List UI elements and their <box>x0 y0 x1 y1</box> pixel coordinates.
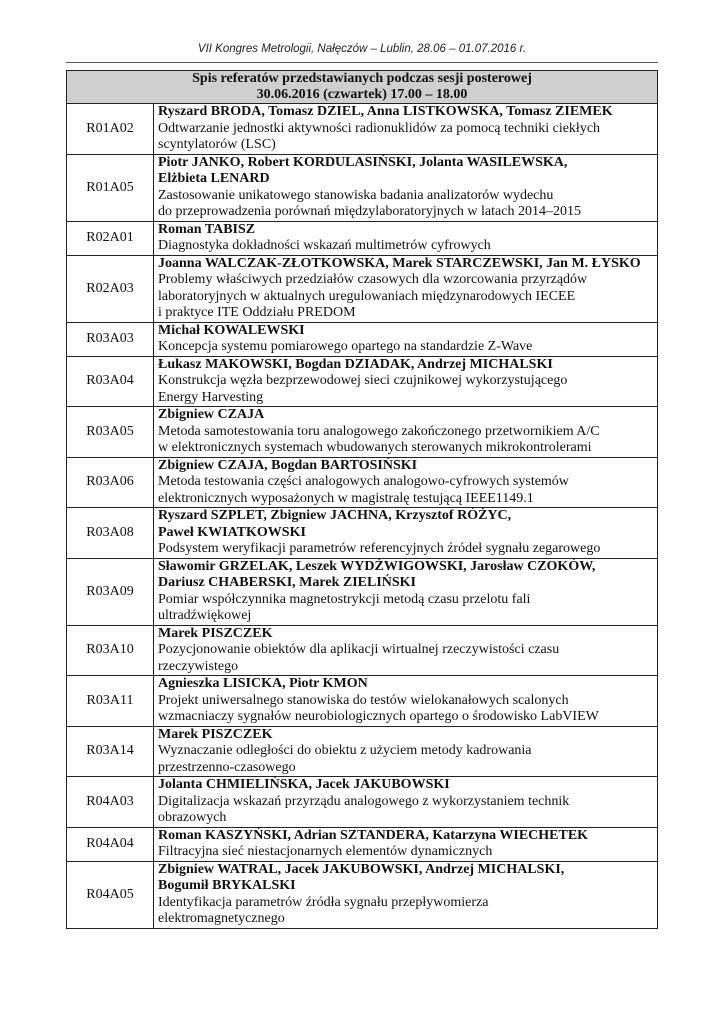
paper-code: R02A03 <box>67 255 154 322</box>
paper-authors: Michał KOWALEWSKI <box>158 322 305 338</box>
paper-entry <box>154 255 658 322</box>
paper-entry <box>154 827 658 861</box>
paper-title: elektromagnetycznego <box>158 911 285 926</box>
table-row <box>67 827 658 861</box>
paper-title: Zastosowanie unikatowego stanowiska badania analizatorów wydechu <box>158 187 554 203</box>
table-row <box>67 407 658 458</box>
paper-entry <box>154 104 658 155</box>
paper-title: Energy Harvesting <box>158 389 264 405</box>
paper-title: i praktyce ITE Oddziału PREDOM <box>158 305 356 320</box>
paper-authors: Elżbieta LENARD <box>158 171 270 186</box>
paper-authors: Roman TABISZ <box>158 221 256 237</box>
table-row <box>67 625 658 676</box>
paper-title: Metoda testowania części analogowych analogowo-cyfrowych systemów <box>158 474 569 489</box>
table-row <box>67 508 658 559</box>
table-row <box>67 104 658 155</box>
paper-code: R01A05 <box>67 154 154 221</box>
paper-title: Pozycjonowanie obiektów dla aplikacji wirtualnej rzeczywistości czasu <box>158 642 560 657</box>
paper-authors: Zbigniew WATRAL, Jacek JAKUBOWSKI, Andrzej MICHALSKI, <box>158 861 565 877</box>
paper-entry <box>154 221 658 255</box>
paper-title: Diagnostyka dokładności wskazań multimetrów cyfrowych <box>158 238 491 253</box>
paper-code: R02A01 <box>67 221 154 255</box>
table-row <box>67 726 658 777</box>
paper-code: R03A14 <box>67 726 154 777</box>
paper-title: ultradźwiękowej <box>158 608 252 623</box>
paper-list <box>67 104 658 929</box>
paper-authors: Zbigniew CZAJA, Bogdan BARTOSIŃSKI <box>158 457 418 473</box>
paper-code: R03A03 <box>67 322 154 356</box>
paper-code: R04A03 <box>67 777 154 828</box>
table-row <box>67 356 658 407</box>
paper-title: Identyfikacja parametrów źródła sygnału przepływomierza <box>158 894 489 910</box>
paper-entry <box>154 508 658 559</box>
paper-code: R03A08 <box>67 508 154 559</box>
paper-authors: Joanna WALCZAK-ZŁOTKOWSKA, Marek STARCZEWSKI, Jan M. ŁYSKO <box>158 255 641 271</box>
paper-code: R04A04 <box>67 827 154 861</box>
paper-title: Filtracyjna sieć niestacjonarnych elementów dynamicznych <box>158 844 493 859</box>
paper-authors: Marek PISZCZEK <box>158 726 273 742</box>
table-row <box>67 154 658 221</box>
session-title <box>67 71 658 104</box>
paper-entry <box>154 154 658 221</box>
paper-code: R03A09 <box>67 558 154 625</box>
table-row <box>67 777 658 828</box>
paper-title: przestrzenno-czasowego <box>158 759 296 775</box>
poster-session-table <box>66 70 658 929</box>
paper-code: R01A02 <box>67 104 154 155</box>
paper-authors: Dariusz CHABERSKI, Marek ZIELIŃSKI <box>158 575 417 590</box>
table-row <box>67 221 658 255</box>
table-row <box>67 255 658 322</box>
paper-entry <box>154 726 658 777</box>
paper-authors: Marek PISZCZEK <box>158 625 273 641</box>
paper-authors: Sławomir GRZELAK, Leszek WYDŹWIGOWSKI, Jarosław CZOKÓW, <box>158 558 596 574</box>
table-row <box>67 861 658 928</box>
table-row <box>67 457 658 508</box>
paper-entry <box>154 407 658 458</box>
header-rule <box>66 62 658 63</box>
paper-entry <box>154 625 658 676</box>
paper-title: Konstrukcja węzła bezprzewodowej sieci czujnikowej wykorzystującego <box>158 373 568 388</box>
paper-entry <box>154 861 658 928</box>
paper-code: R03A05 <box>67 407 154 458</box>
paper-authors: Ryszard BRODA, Tomasz DZIEL, Anna LISTKOWSKA, Tomasz ZIEMEK <box>158 104 613 119</box>
paper-title: Odtwarzanie jednostki aktywności radionuklidów za pomocą techniki ciekłych <box>158 120 601 136</box>
paper-title: Projekt uniwersalnego stanowiska do testów wielokanałowych scalonych <box>158 692 569 708</box>
paper-code: R03A10 <box>67 625 154 676</box>
paper-title: obrazowych <box>158 810 227 825</box>
paper-title: rzeczywistego <box>158 658 239 674</box>
session-header-row <box>67 71 658 104</box>
paper-title: wzmacniaczy sygnałów neurobiologicznych opartego o środowisko LabVIEW <box>158 709 599 724</box>
paper-title: elektronicznych wyposażonych w magistralę testującą IEEE1149.1 <box>158 490 534 506</box>
paper-title: Pomiar współczynnika magnetostrykcji metodą czasu przelotu fali <box>158 591 531 607</box>
session-title-line1: Spis referatów przedstawianych podczas sesji posterowej <box>192 71 532 86</box>
paper-title: do przeprowadzenia porównań międzylaboratoryjnych w latach 2014–2015 <box>158 204 581 219</box>
paper-authors: Zbigniew CZAJA <box>158 407 265 422</box>
paper-title: Metoda samotestowania toru analogowego zakończonego przetwornikiem A/C <box>158 423 600 439</box>
paper-code: R03A11 <box>67 676 154 727</box>
paper-code: R04A05 <box>67 861 154 928</box>
paper-title: Koncepcja systemu pomiarowego opartego na standardzie Z-Wave <box>158 339 533 354</box>
paper-entry <box>154 777 658 828</box>
paper-title: laboratoryjnych w aktualnych uregulowaniach międzynarodowych IECEE <box>158 288 576 304</box>
table-row <box>67 558 658 625</box>
paper-authors: Paweł KWIATKOWSKI <box>158 524 306 540</box>
paper-entry <box>154 356 658 407</box>
paper-entry <box>154 322 658 356</box>
paper-authors: Łukasz MAKOWSKI, Bogdan DZIADAK, Andrzej MICHALSKI <box>158 356 553 372</box>
paper-entry <box>154 457 658 508</box>
paper-entry <box>154 558 658 625</box>
paper-authors: Agnieszka LISICKA, Piotr KMON <box>158 676 368 691</box>
paper-title: Wyznaczanie odległości do obiektu z użyciem metody kadrowania <box>158 743 532 758</box>
paper-title: Podsystem weryfikacji parametrów referencyjnych źródeł sygnału zegarowego <box>158 541 601 556</box>
table-row <box>67 676 658 727</box>
paper-title: w elektronicznych systemach wbudowanych sterowanych mikrokontrolerami <box>158 440 592 455</box>
table-row <box>67 322 658 356</box>
paper-title: Problemy właściwych przedziałów czasowych dla wzorcowania przyrządów <box>158 272 588 287</box>
paper-title: scyntylatorów (LSC) <box>158 137 276 152</box>
paper-authors: Ryszard SZPLET, Zbigniew JACHNA, Krzysztof RÓŻYC, <box>158 508 512 523</box>
paper-code: R03A04 <box>67 356 154 407</box>
paper-authors: Bogumił BRYKALSKI <box>158 878 296 893</box>
paper-title: Digitalizacja wskazań przyrządu analogowego z wykorzystaniem technik <box>158 793 570 809</box>
paper-authors: Piotr JANKO, Robert KORDULASIŃSKI, Jolanta WASILEWSKA, <box>158 154 568 170</box>
session-title-line2: 30.06.2016 (czwartek) 17.00 – 18.00 <box>256 87 468 102</box>
paper-authors: Jolanta CHMIELIŃSKA, Jacek JAKUBOWSKI <box>158 777 450 792</box>
paper-authors: Roman KASZYŃSKI, Adrian SZTANDERA, Katarzyna WIECHETEK <box>158 827 589 843</box>
running-header: VII Kongres Metrologii, Nałęczów – Lublin, 28.06 – 01.07.2016 r. <box>197 43 527 55</box>
paper-entry <box>154 676 658 727</box>
paper-code: R03A06 <box>67 457 154 508</box>
